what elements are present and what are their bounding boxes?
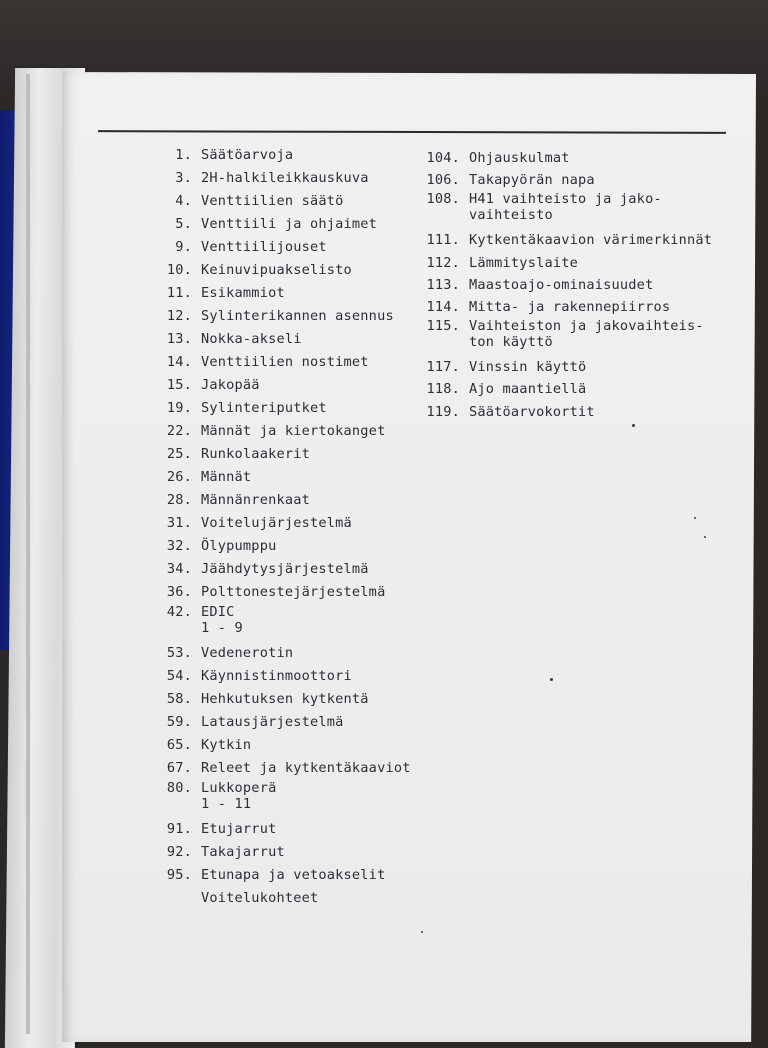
- toc-title: Venttiili ja ohjaimet: [201, 216, 378, 232]
- toc-entry: [136, 305, 436, 327]
- toc-entry: [136, 190, 436, 212]
- toc-entry: [136, 397, 436, 419]
- toc-entry: [136, 489, 436, 511]
- toc-title: Runkolaakerit: [201, 446, 310, 462]
- toc-entry: [136, 466, 436, 488]
- toc-page-number: 5.: [175, 216, 192, 232]
- toc-page-number: 28.: [166, 492, 192, 508]
- toc-entry: [136, 864, 436, 886]
- toc-title: Jäähdytysjärjestelmä: [201, 561, 369, 577]
- paper-speck: [632, 424, 635, 427]
- toc-page-number: 32.: [166, 538, 192, 554]
- toc-page-number: 11.: [166, 285, 192, 301]
- toc-title: EDIC 1 - 9: [201, 604, 243, 636]
- toc-entry: [136, 665, 436, 687]
- toc-entry: [136, 818, 436, 840]
- toc-page-number: 118.: [426, 381, 460, 398]
- toc-page-number: 31.: [166, 515, 192, 531]
- toc-title: Voitelukohteet: [201, 890, 319, 906]
- toc-title: Venttiilien säätö: [201, 193, 344, 209]
- toc-page-number: 112.: [426, 254, 460, 271]
- toc-page-number: 114.: [426, 298, 460, 315]
- toc-title: Lukkoperä 1 - 11: [201, 780, 277, 812]
- toc-page-number: 95.: [166, 867, 192, 883]
- toc-entry: [136, 581, 436, 603]
- toc-entry: [418, 252, 748, 274]
- toc-page-number: 4.: [175, 193, 192, 209]
- toc-entry: [136, 351, 436, 373]
- toc-entry: [136, 328, 436, 350]
- toc-title: Releet ja kytkentäkaaviot: [201, 760, 411, 776]
- toc-entry: [418, 191, 748, 223]
- toc-entry: [136, 282, 436, 304]
- toc-title: Sylinterikannen asennus: [201, 308, 394, 324]
- toc-page-number: 3.: [175, 170, 192, 186]
- toc-title: Etunapa ja vetoakselit: [201, 867, 386, 883]
- toc-entry: [418, 229, 748, 251]
- toc-page-number: 13.: [166, 331, 192, 347]
- toc-title: Maastoajo-ominaisuudet: [469, 276, 654, 293]
- paper-speck: [694, 517, 696, 519]
- toc-page-number: 59.: [166, 714, 192, 730]
- toc-title: Säätöarvoja: [201, 147, 294, 163]
- toc-title: Hehkutuksen kytkentä: [201, 691, 369, 707]
- toc-title: Ajo maantiellä: [469, 381, 587, 398]
- toc-title: Vedenerotin: [201, 645, 294, 661]
- toc-entry: [418, 169, 748, 191]
- toc-entry: [136, 711, 436, 733]
- toc-page-number: 9.: [175, 239, 192, 255]
- toc-page-number: 91.: [166, 821, 192, 837]
- toc-title: Säätöarvokortit: [469, 403, 595, 420]
- toc-title: Voitelujärjestelmä: [201, 515, 352, 531]
- toc-entry: [136, 535, 436, 557]
- toc-page-number: 26.: [166, 469, 192, 485]
- toc-entry: [136, 236, 436, 258]
- toc-entry: [418, 296, 748, 318]
- toc-title: H41 vaihteisto ja jako- vaihteisto: [469, 191, 662, 224]
- toc-entry: [136, 420, 436, 442]
- toc-title: Nokka-akseli: [201, 331, 302, 347]
- toc-title: Jakopää: [201, 377, 260, 393]
- toc-entry: [136, 374, 436, 396]
- toc-title: Polttonestejärjestelmä: [201, 584, 386, 600]
- toc-title: Etujarrut: [201, 821, 277, 837]
- toc-page-number: 54.: [166, 668, 192, 684]
- toc-title: Ölypumppu: [201, 538, 277, 554]
- toc-page-number: 14.: [166, 354, 192, 370]
- toc-entry: [136, 642, 436, 664]
- toc-entry: [136, 167, 436, 189]
- toc-title: Lämmityslaite: [469, 254, 578, 271]
- paper-speck: [421, 931, 423, 933]
- toc-title: Männät ja kiertokanget: [201, 423, 386, 439]
- toc-title: Sylinteriputket: [201, 400, 327, 416]
- toc-entry: [136, 734, 436, 756]
- paper-speck: [704, 536, 706, 538]
- toc-page-number: 12.: [166, 308, 192, 324]
- toc-page-number: 15.: [166, 377, 192, 393]
- toc-page-number: 22.: [166, 423, 192, 439]
- toc-entry: [136, 213, 436, 235]
- toc-page-number: 1.: [175, 147, 192, 163]
- toc-title: Venttiilien nostimet: [201, 354, 369, 370]
- toc-page-number: 65.: [166, 737, 192, 753]
- toc-title: Kytkentäkaavion värimerkinnät: [469, 232, 713, 249]
- toc-page-number: 53.: [166, 645, 192, 661]
- toc-title: Takapyörän napa: [469, 172, 595, 189]
- toc-entry: [136, 558, 436, 580]
- toc-page-number: 19.: [166, 400, 192, 416]
- toc-page-number: 108.: [426, 191, 460, 208]
- toc-page-number: 36.: [166, 584, 192, 600]
- toc-title: Männät: [201, 469, 252, 485]
- toc-title: Latausjärjestelmä: [201, 714, 344, 730]
- paper-speck: [550, 678, 553, 681]
- toc-title: 2H-halkileikkauskuva: [201, 170, 369, 186]
- toc-title: Mitta- ja rakennepiirros: [469, 298, 671, 315]
- binder-edge-line: [26, 74, 30, 1034]
- toc-entry: [136, 757, 436, 779]
- toc-entry: [418, 356, 748, 378]
- toc-page-number: 58.: [166, 691, 192, 707]
- toc-page-number: 80.: [166, 780, 192, 796]
- toc-page-number: 115.: [426, 318, 460, 335]
- toc-entry: [418, 378, 748, 400]
- toc-title: Vaihteiston ja jakovaihteis- ton käyttö: [469, 318, 704, 351]
- toc-entry: [418, 274, 748, 296]
- toc-entry: [136, 780, 436, 812]
- toc-right-column: [418, 147, 748, 423]
- toc-page-number: 104.: [426, 150, 460, 166]
- toc-page-number: 42.: [166, 604, 192, 620]
- toc-page-number: 10.: [166, 262, 192, 278]
- toc-title: Takajarrut: [201, 844, 285, 860]
- toc-entry: [136, 512, 436, 534]
- toc-page-number: 92.: [166, 844, 192, 860]
- toc-title: Venttiilijouset: [201, 239, 327, 255]
- toc-entry: [136, 841, 436, 863]
- toc-entry: [418, 147, 748, 169]
- toc-left-column: [136, 144, 436, 910]
- toc-title: Kytkin: [201, 737, 252, 753]
- toc-page-number: 34.: [166, 561, 192, 577]
- toc-title: Ohjauskulmat: [469, 150, 570, 166]
- toc-page-number: 111.: [426, 232, 460, 249]
- toc-entry: [418, 401, 748, 423]
- toc-page-number: 67.: [166, 760, 192, 776]
- toc-entry: [136, 688, 436, 710]
- toc-title: Männänrenkaat: [201, 492, 310, 508]
- toc-page-number: 25.: [166, 446, 192, 462]
- toc-entry: [136, 443, 436, 465]
- toc-page-number: 119.: [426, 403, 460, 420]
- toc-title: Esikammiot: [201, 285, 285, 301]
- toc-entry: [136, 144, 436, 166]
- toc-entry: [136, 887, 436, 909]
- toc-entry: [136, 604, 436, 636]
- toc-title: Käynnistinmoottori: [201, 668, 352, 684]
- toc-title: Keinuvipuakselisto: [201, 262, 352, 278]
- toc-title: Vinssin käyttö: [469, 359, 587, 376]
- toc-page-number: 113.: [426, 276, 460, 293]
- toc-page-number: 106.: [426, 172, 460, 189]
- toc-entry: [418, 318, 748, 350]
- toc-page-number: 117.: [426, 359, 460, 376]
- toc-entry: [136, 259, 436, 281]
